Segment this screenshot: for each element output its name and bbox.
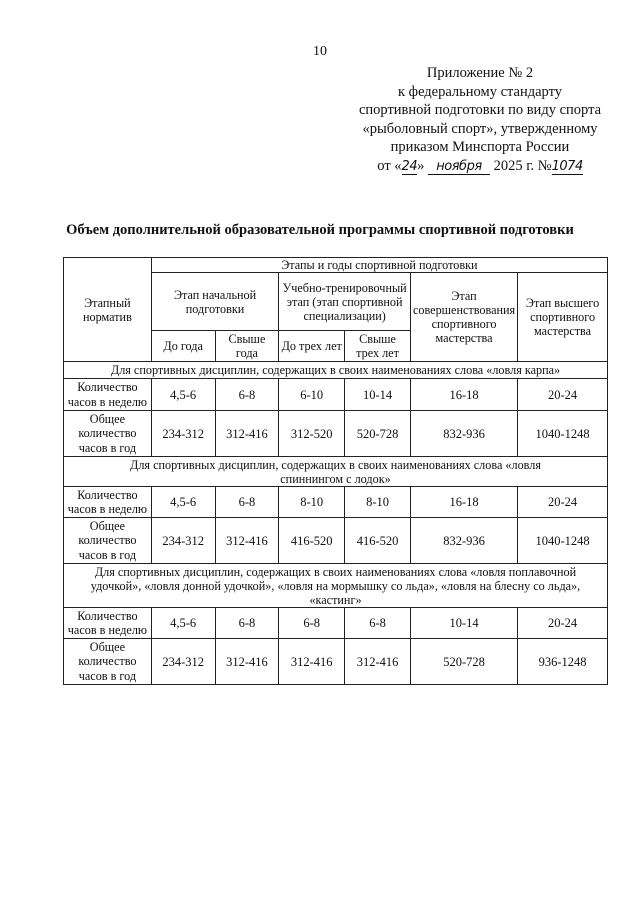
subheader-over-year: Свыше года bbox=[215, 331, 279, 362]
table-cell: 8-10 bbox=[279, 487, 345, 518]
table-cell: 6-8 bbox=[215, 487, 279, 518]
table-cell: 520-728 bbox=[410, 639, 517, 685]
table-cell: 1040-1248 bbox=[518, 518, 608, 564]
table-cell: 1040-1248 bbox=[518, 411, 608, 457]
appendix-line: к федеральному стандарту bbox=[398, 83, 562, 100]
column-group-header: Этапы и годы спортивной подготовки bbox=[151, 258, 607, 273]
section-title: Для спортивных дисциплин, содержащих в своих наименованиях слова «ловля спиннингом с лодок» bbox=[64, 457, 608, 487]
handwritten-number: 1074 bbox=[551, 158, 583, 174]
row-label-weekly: Количество часов в неделю bbox=[64, 608, 152, 639]
table-cell: 8-10 bbox=[345, 487, 411, 518]
row-label-weekly: Количество часов в неделю bbox=[64, 487, 152, 518]
order-date-line: от «24» ноября 2025 г. №1074 bbox=[377, 157, 583, 174]
table-cell: 832-936 bbox=[410, 518, 517, 564]
row-label-yearly: Общее количество часов в год bbox=[64, 411, 152, 457]
table-cell: 312-416 bbox=[215, 639, 279, 685]
row-label-weekly: Количество часов в неделю bbox=[64, 379, 152, 411]
table-cell: 16-18 bbox=[410, 379, 517, 411]
table-cell: 832-936 bbox=[410, 411, 517, 457]
table-cell: 312-520 bbox=[279, 411, 345, 457]
appendix-line: приказом Минспорта России bbox=[390, 139, 570, 155]
section-title: Для спортивных дисциплин, содержащих в своих наименованиях слова «ловля карпа» bbox=[64, 362, 608, 379]
section-title: Для спортивных дисциплин, содержащих в своих наименованиях слова «ловля поплавочной удочкой», «ловля донной удочкой», «ловля на мормышку со льда», «ловля на блесну со льда», «кастинг» bbox=[64, 564, 608, 608]
table-cell: 20-24 bbox=[518, 608, 608, 639]
table-cell: 416-520 bbox=[279, 518, 345, 564]
table-cell: 416-520 bbox=[345, 518, 411, 564]
table-cell: 234-312 bbox=[151, 639, 215, 685]
program-volume-table bbox=[63, 257, 608, 685]
table-cell: 16-18 bbox=[410, 487, 517, 518]
page-number: 10 bbox=[313, 44, 327, 59]
row-label-yearly: Общее количество часов в год bbox=[64, 518, 152, 564]
table-cell: 4,5-6 bbox=[151, 608, 215, 639]
table-cell: 4,5-6 bbox=[151, 379, 215, 411]
handwritten-month: ноября bbox=[428, 160, 490, 175]
table-cell: 234-312 bbox=[151, 411, 215, 457]
subheader-over-three-years: Свыше трех лет bbox=[345, 331, 411, 362]
table-cell: 6-8 bbox=[215, 379, 279, 411]
header-stage-initial: Этап начальной подготовки bbox=[151, 273, 279, 331]
appendix-line: Приложение № 2 bbox=[426, 65, 534, 81]
handwritten-day: 24 bbox=[401, 158, 418, 174]
table-cell: 4,5-6 bbox=[151, 487, 215, 518]
table-cell: 312-416 bbox=[215, 411, 279, 457]
header-stage-training: Учебно-тренировочный этап (этап спортивной специализации) bbox=[279, 273, 411, 331]
document-title: Объем дополнительной образовательной программы спортивной подготовки bbox=[66, 222, 574, 238]
header-stage-highest: Этап высшего спортивного мастерства bbox=[518, 273, 608, 362]
row-label-yearly: Общее количество часов в год bbox=[64, 639, 152, 685]
table-cell: 312-416 bbox=[345, 639, 411, 685]
table-cell: 520-728 bbox=[345, 411, 411, 457]
table-cell: 20-24 bbox=[518, 379, 608, 411]
table-cell: 312-416 bbox=[279, 639, 345, 685]
appendix-line: «рыболовный спорт», утвержденному bbox=[362, 120, 598, 137]
header-stage-improvement: Этап совершенствования спортивного мастерства bbox=[410, 273, 517, 362]
subheader-upto-year: До года bbox=[151, 331, 215, 362]
table-cell: 936-1248 bbox=[518, 639, 608, 685]
column-header-norm: Этапный норматив bbox=[64, 258, 152, 362]
table-cell: 312-416 bbox=[215, 518, 279, 564]
table-cell: 6-8 bbox=[215, 608, 279, 639]
table-cell: 6-10 bbox=[279, 379, 345, 411]
table-cell: 10-14 bbox=[410, 608, 517, 639]
appendix-header bbox=[330, 64, 630, 175]
table-cell: 6-8 bbox=[279, 608, 345, 639]
table-cell: 6-8 bbox=[345, 608, 411, 639]
table-cell: 20-24 bbox=[518, 487, 608, 518]
appendix-line: спортивной подготовки по виду спорта bbox=[358, 102, 602, 118]
table-cell: 10-14 bbox=[345, 379, 411, 411]
table-cell: 234-312 bbox=[151, 518, 215, 564]
subheader-upto-three-years: До трех лет bbox=[279, 331, 345, 362]
